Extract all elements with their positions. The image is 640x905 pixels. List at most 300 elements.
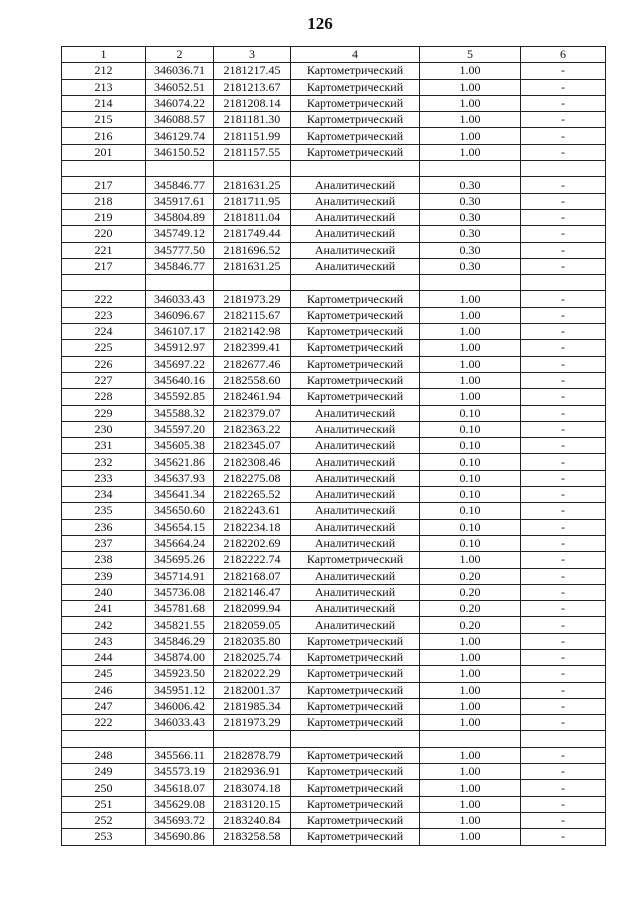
table-row xyxy=(62,324,606,340)
accuracy-cell: 0.10 xyxy=(420,454,521,470)
method-cell: Картометрический xyxy=(291,63,420,79)
note-cell: - xyxy=(521,324,606,340)
method-cell: Картометрический xyxy=(291,389,420,405)
y-coordinate-cell: 2182308.46 xyxy=(214,454,291,470)
y-coordinate-cell: 2183258.58 xyxy=(214,829,291,845)
point-number-cell: 217 xyxy=(62,177,146,193)
note-cell: - xyxy=(521,258,606,274)
note-cell: - xyxy=(521,372,606,388)
y-coordinate-cell: 2181811.04 xyxy=(214,209,291,225)
y-coordinate-cell: 2182461.94 xyxy=(214,389,291,405)
empty-cell xyxy=(214,161,291,177)
accuracy-cell: 0.30 xyxy=(420,209,521,225)
page-number: 126 xyxy=(307,14,333,33)
y-coordinate-cell: 2182878.79 xyxy=(214,747,291,763)
point-number-cell: 237 xyxy=(62,535,146,551)
accuracy-cell: 1.00 xyxy=(420,112,521,128)
method-cell: Картометрический xyxy=(291,796,420,812)
accuracy-cell: 0.10 xyxy=(420,535,521,551)
method-cell: Картометрический xyxy=(291,340,420,356)
method-cell: Аналитический xyxy=(291,209,420,225)
x-coordinate-cell: 346129.74 xyxy=(146,128,214,144)
accuracy-cell: 1.00 xyxy=(420,698,521,714)
point-number-cell: 227 xyxy=(62,372,146,388)
method-cell: Картометрический xyxy=(291,144,420,160)
method-cell: Аналитический xyxy=(291,177,420,193)
table-row xyxy=(62,829,606,845)
point-number-cell: 218 xyxy=(62,193,146,209)
accuracy-cell: 1.00 xyxy=(420,715,521,731)
empty-cell xyxy=(214,275,291,291)
accuracy-cell: 1.00 xyxy=(420,633,521,649)
note-cell: - xyxy=(521,617,606,633)
table-row xyxy=(62,389,606,405)
y-coordinate-cell: 2181213.67 xyxy=(214,79,291,95)
empty-cell xyxy=(146,161,214,177)
table-row xyxy=(62,112,606,128)
table-row xyxy=(62,242,606,258)
accuracy-cell: 1.00 xyxy=(420,747,521,763)
accuracy-cell: 0.10 xyxy=(420,405,521,421)
y-coordinate-cell: 2182243.61 xyxy=(214,503,291,519)
y-coordinate-cell: 2182345.07 xyxy=(214,438,291,454)
method-cell: Картометрический xyxy=(291,552,420,568)
method-cell: Аналитический xyxy=(291,601,420,617)
method-cell: Картометрический xyxy=(291,307,420,323)
column-header: 5 xyxy=(420,47,521,63)
note-cell: - xyxy=(521,79,606,95)
y-coordinate-cell: 2181973.29 xyxy=(214,715,291,731)
table-row xyxy=(62,128,606,144)
table-row xyxy=(62,666,606,682)
method-cell: Картометрический xyxy=(291,372,420,388)
point-number-cell: 240 xyxy=(62,584,146,600)
table-row xyxy=(62,503,606,519)
x-coordinate-cell: 345821.55 xyxy=(146,617,214,633)
accuracy-cell: 1.00 xyxy=(420,340,521,356)
method-cell: Аналитический xyxy=(291,242,420,258)
accuracy-cell: 1.00 xyxy=(420,291,521,307)
separator-row xyxy=(62,275,606,291)
table-row xyxy=(62,438,606,454)
x-coordinate-cell: 346033.43 xyxy=(146,715,214,731)
y-coordinate-cell: 2182022.29 xyxy=(214,666,291,682)
accuracy-cell: 1.00 xyxy=(420,324,521,340)
table-row xyxy=(62,601,606,617)
table-row xyxy=(62,617,606,633)
table-row xyxy=(62,291,606,307)
column-header: 1 xyxy=(62,47,146,63)
x-coordinate-cell: 345736.08 xyxy=(146,584,214,600)
table-row xyxy=(62,405,606,421)
accuracy-cell: 1.00 xyxy=(420,356,521,372)
y-coordinate-cell: 2182399.41 xyxy=(214,340,291,356)
y-coordinate-cell: 2182363.22 xyxy=(214,421,291,437)
note-cell: - xyxy=(521,780,606,796)
table-row xyxy=(62,764,606,780)
x-coordinate-cell: 345629.08 xyxy=(146,796,214,812)
table-row xyxy=(62,144,606,160)
x-coordinate-cell: 346006.42 xyxy=(146,698,214,714)
accuracy-cell: 0.10 xyxy=(420,438,521,454)
accuracy-cell: 0.10 xyxy=(420,487,521,503)
note-cell: - xyxy=(521,633,606,649)
table-body xyxy=(62,63,606,845)
method-cell: Аналитический xyxy=(291,258,420,274)
note-cell: - xyxy=(521,812,606,828)
accuracy-cell: 0.20 xyxy=(420,617,521,633)
note-cell: - xyxy=(521,209,606,225)
column-header: 2 xyxy=(146,47,214,63)
point-number-cell: 232 xyxy=(62,454,146,470)
table-row xyxy=(62,340,606,356)
accuracy-cell: 0.30 xyxy=(420,193,521,209)
table-row xyxy=(62,715,606,731)
accuracy-cell: 1.00 xyxy=(420,829,521,845)
method-cell: Аналитический xyxy=(291,584,420,600)
point-number-cell: 246 xyxy=(62,682,146,698)
method-cell: Картометрический xyxy=(291,666,420,682)
y-coordinate-cell: 2182936.91 xyxy=(214,764,291,780)
separator-row xyxy=(62,161,606,177)
table-row xyxy=(62,535,606,551)
table-row xyxy=(62,812,606,828)
x-coordinate-cell: 345650.60 xyxy=(146,503,214,519)
point-number-cell: 219 xyxy=(62,209,146,225)
accuracy-cell: 0.10 xyxy=(420,421,521,437)
method-cell: Аналитический xyxy=(291,226,420,242)
method-cell: Аналитический xyxy=(291,503,420,519)
table-row xyxy=(62,796,606,812)
method-cell: Картометрический xyxy=(291,715,420,731)
y-coordinate-cell: 2182379.07 xyxy=(214,405,291,421)
point-number-cell: 222 xyxy=(62,291,146,307)
point-number-cell: 234 xyxy=(62,487,146,503)
x-coordinate-cell: 345592.85 xyxy=(146,389,214,405)
point-number-cell: 251 xyxy=(62,796,146,812)
point-number-cell: 221 xyxy=(62,242,146,258)
empty-cell xyxy=(420,275,521,291)
coordinates-table xyxy=(61,46,606,846)
x-coordinate-cell: 345781.68 xyxy=(146,601,214,617)
accuracy-cell: 0.20 xyxy=(420,601,521,617)
accuracy-cell: 1.00 xyxy=(420,552,521,568)
method-cell: Картометрический xyxy=(291,95,420,111)
point-number-cell: 250 xyxy=(62,780,146,796)
point-number-cell: 243 xyxy=(62,633,146,649)
accuracy-cell: 0.30 xyxy=(420,242,521,258)
method-cell: Аналитический xyxy=(291,487,420,503)
x-coordinate-cell: 346036.71 xyxy=(146,63,214,79)
y-coordinate-cell: 2183240.84 xyxy=(214,812,291,828)
note-cell: - xyxy=(521,747,606,763)
empty-cell xyxy=(521,161,606,177)
method-cell: Картометрический xyxy=(291,682,420,698)
note-cell: - xyxy=(521,715,606,731)
table-row xyxy=(62,780,606,796)
note-cell: - xyxy=(521,421,606,437)
y-coordinate-cell: 2182202.69 xyxy=(214,535,291,551)
point-number-cell: 242 xyxy=(62,617,146,633)
table-row xyxy=(62,307,606,323)
table-row xyxy=(62,421,606,437)
point-number-cell: 215 xyxy=(62,112,146,128)
accuracy-cell: 1.00 xyxy=(420,372,521,388)
note-cell: - xyxy=(521,454,606,470)
x-coordinate-cell: 345597.20 xyxy=(146,421,214,437)
note-cell: - xyxy=(521,682,606,698)
table-row xyxy=(62,649,606,665)
x-coordinate-cell: 345846.29 xyxy=(146,633,214,649)
table-row xyxy=(62,372,606,388)
x-coordinate-cell: 345573.19 xyxy=(146,764,214,780)
table-row xyxy=(62,470,606,486)
y-coordinate-cell: 2182677.46 xyxy=(214,356,291,372)
y-coordinate-cell: 2183074.18 xyxy=(214,780,291,796)
point-number-cell: 229 xyxy=(62,405,146,421)
x-coordinate-cell: 345566.11 xyxy=(146,747,214,763)
note-cell: - xyxy=(521,503,606,519)
method-cell: Картометрический xyxy=(291,128,420,144)
note-cell: - xyxy=(521,405,606,421)
point-number-cell: 235 xyxy=(62,503,146,519)
point-number-cell: 238 xyxy=(62,552,146,568)
accuracy-cell: 0.10 xyxy=(420,470,521,486)
note-cell: - xyxy=(521,226,606,242)
note-cell: - xyxy=(521,487,606,503)
x-coordinate-cell: 345912.97 xyxy=(146,340,214,356)
note-cell: - xyxy=(521,291,606,307)
x-coordinate-cell: 345641.34 xyxy=(146,487,214,503)
accuracy-cell: 1.00 xyxy=(420,796,521,812)
method-cell: Аналитический xyxy=(291,519,420,535)
y-coordinate-cell: 2182099.94 xyxy=(214,601,291,617)
empty-cell xyxy=(521,731,606,747)
empty-cell xyxy=(62,275,146,291)
x-coordinate-cell: 346088.57 xyxy=(146,112,214,128)
point-number-cell: 220 xyxy=(62,226,146,242)
separator-row xyxy=(62,731,606,747)
method-cell: Картометрический xyxy=(291,747,420,763)
method-cell: Аналитический xyxy=(291,454,420,470)
point-number-cell: 241 xyxy=(62,601,146,617)
method-cell: Аналитический xyxy=(291,617,420,633)
method-cell: Картометрический xyxy=(291,698,420,714)
table-row xyxy=(62,747,606,763)
x-coordinate-cell: 345749.12 xyxy=(146,226,214,242)
method-cell: Картометрический xyxy=(291,324,420,340)
y-coordinate-cell: 2182025.74 xyxy=(214,649,291,665)
table-row xyxy=(62,487,606,503)
note-cell: - xyxy=(521,340,606,356)
note-cell: - xyxy=(521,438,606,454)
y-coordinate-cell: 2181151.99 xyxy=(214,128,291,144)
point-number-cell: 247 xyxy=(62,698,146,714)
note-cell: - xyxy=(521,112,606,128)
accuracy-cell: 0.30 xyxy=(420,226,521,242)
point-number-cell: 244 xyxy=(62,649,146,665)
y-coordinate-cell: 2181181.30 xyxy=(214,112,291,128)
accuracy-cell: 1.00 xyxy=(420,63,521,79)
x-coordinate-cell: 345846.77 xyxy=(146,258,214,274)
x-coordinate-cell: 345693.72 xyxy=(146,812,214,828)
column-header: 3 xyxy=(214,47,291,63)
empty-cell xyxy=(521,275,606,291)
y-coordinate-cell: 2181631.25 xyxy=(214,177,291,193)
note-cell: - xyxy=(521,95,606,111)
accuracy-cell: 0.30 xyxy=(420,258,521,274)
accuracy-cell: 1.00 xyxy=(420,95,521,111)
table-row xyxy=(62,226,606,242)
y-coordinate-cell: 2182001.37 xyxy=(214,682,291,698)
method-cell: Картометрический xyxy=(291,356,420,372)
x-coordinate-cell: 345654.15 xyxy=(146,519,214,535)
accuracy-cell: 0.30 xyxy=(420,177,521,193)
accuracy-cell: 1.00 xyxy=(420,389,521,405)
accuracy-cell: 0.10 xyxy=(420,503,521,519)
table-row xyxy=(62,633,606,649)
note-cell: - xyxy=(521,535,606,551)
x-coordinate-cell: 345804.89 xyxy=(146,209,214,225)
note-cell: - xyxy=(521,470,606,486)
y-coordinate-cell: 2182168.07 xyxy=(214,568,291,584)
table-row xyxy=(62,95,606,111)
y-coordinate-cell: 2182059.05 xyxy=(214,617,291,633)
method-cell: Аналитический xyxy=(291,421,420,437)
table-row xyxy=(62,177,606,193)
column-header: 4 xyxy=(291,47,420,63)
method-cell: Аналитический xyxy=(291,405,420,421)
x-coordinate-cell: 345697.22 xyxy=(146,356,214,372)
note-cell: - xyxy=(521,389,606,405)
accuracy-cell: 1.00 xyxy=(420,812,521,828)
y-coordinate-cell: 2181973.29 xyxy=(214,291,291,307)
table-row xyxy=(62,584,606,600)
y-coordinate-cell: 2182146.47 xyxy=(214,584,291,600)
note-cell: - xyxy=(521,829,606,845)
empty-cell xyxy=(291,275,420,291)
empty-cell xyxy=(146,731,214,747)
note-cell: - xyxy=(521,796,606,812)
table-row xyxy=(62,79,606,95)
method-cell: Аналитический xyxy=(291,568,420,584)
y-coordinate-cell: 2182222.74 xyxy=(214,552,291,568)
point-number-cell: 217 xyxy=(62,258,146,274)
empty-cell xyxy=(146,275,214,291)
accuracy-cell: 1.00 xyxy=(420,780,521,796)
empty-cell xyxy=(420,161,521,177)
note-cell: - xyxy=(521,193,606,209)
method-cell: Картометрический xyxy=(291,291,420,307)
x-coordinate-cell: 345588.32 xyxy=(146,405,214,421)
accuracy-cell: 1.00 xyxy=(420,307,521,323)
x-coordinate-cell: 345621.86 xyxy=(146,454,214,470)
point-number-cell: 252 xyxy=(62,812,146,828)
y-coordinate-cell: 2181696.52 xyxy=(214,242,291,258)
table-header-row xyxy=(62,47,606,63)
x-coordinate-cell: 345846.77 xyxy=(146,177,214,193)
point-number-cell: 248 xyxy=(62,747,146,763)
point-number-cell: 231 xyxy=(62,438,146,454)
x-coordinate-cell: 345640.16 xyxy=(146,372,214,388)
y-coordinate-cell: 2181631.25 xyxy=(214,258,291,274)
method-cell: Картометрический xyxy=(291,112,420,128)
point-number-cell: 214 xyxy=(62,95,146,111)
table-row xyxy=(62,209,606,225)
table-row xyxy=(62,698,606,714)
note-cell: - xyxy=(521,307,606,323)
point-number-cell: 223 xyxy=(62,307,146,323)
x-coordinate-cell: 345664.24 xyxy=(146,535,214,551)
accuracy-cell: 0.10 xyxy=(420,519,521,535)
note-cell: - xyxy=(521,128,606,144)
table-row xyxy=(62,568,606,584)
x-coordinate-cell: 346150.52 xyxy=(146,144,214,160)
x-coordinate-cell: 346074.22 xyxy=(146,95,214,111)
x-coordinate-cell: 346033.43 xyxy=(146,291,214,307)
point-number-cell: 225 xyxy=(62,340,146,356)
y-coordinate-cell: 2182142.98 xyxy=(214,324,291,340)
point-number-cell: 239 xyxy=(62,568,146,584)
note-cell: - xyxy=(521,584,606,600)
note-cell: - xyxy=(521,568,606,584)
table-row xyxy=(62,193,606,209)
table-row xyxy=(62,552,606,568)
table-row xyxy=(62,63,606,79)
method-cell: Картометрический xyxy=(291,780,420,796)
y-coordinate-cell: 2181985.34 xyxy=(214,698,291,714)
table-row xyxy=(62,454,606,470)
x-coordinate-cell: 345874.00 xyxy=(146,649,214,665)
accuracy-cell: 1.00 xyxy=(420,79,521,95)
method-cell: Аналитический xyxy=(291,470,420,486)
x-coordinate-cell: 345917.61 xyxy=(146,193,214,209)
table-row xyxy=(62,258,606,274)
x-coordinate-cell: 345605.38 xyxy=(146,438,214,454)
accuracy-cell: 0.20 xyxy=(420,584,521,600)
note-cell: - xyxy=(521,552,606,568)
y-coordinate-cell: 2182558.60 xyxy=(214,372,291,388)
table-row xyxy=(62,682,606,698)
method-cell: Картометрический xyxy=(291,649,420,665)
note-cell: - xyxy=(521,764,606,780)
note-cell: - xyxy=(521,242,606,258)
y-coordinate-cell: 2182265.52 xyxy=(214,487,291,503)
method-cell: Аналитический xyxy=(291,535,420,551)
x-coordinate-cell: 345923.50 xyxy=(146,666,214,682)
point-number-cell: 226 xyxy=(62,356,146,372)
method-cell: Картометрический xyxy=(291,812,420,828)
note-cell: - xyxy=(521,666,606,682)
point-number-cell: 224 xyxy=(62,324,146,340)
x-coordinate-cell: 346107.17 xyxy=(146,324,214,340)
y-coordinate-cell: 2182275.08 xyxy=(214,470,291,486)
accuracy-cell: 1.00 xyxy=(420,764,521,780)
y-coordinate-cell: 2181217.45 xyxy=(214,63,291,79)
accuracy-cell: 1.00 xyxy=(420,682,521,698)
accuracy-cell: 1.00 xyxy=(420,144,521,160)
point-number-cell: 213 xyxy=(62,79,146,95)
accuracy-cell: 1.00 xyxy=(420,128,521,144)
method-cell: Картометрический xyxy=(291,829,420,845)
method-cell: Картометрический xyxy=(291,633,420,649)
note-cell: - xyxy=(521,177,606,193)
method-cell: Картометрический xyxy=(291,764,420,780)
note-cell: - xyxy=(521,144,606,160)
empty-cell xyxy=(291,731,420,747)
y-coordinate-cell: 2181157.55 xyxy=(214,144,291,160)
point-number-cell: 216 xyxy=(62,128,146,144)
